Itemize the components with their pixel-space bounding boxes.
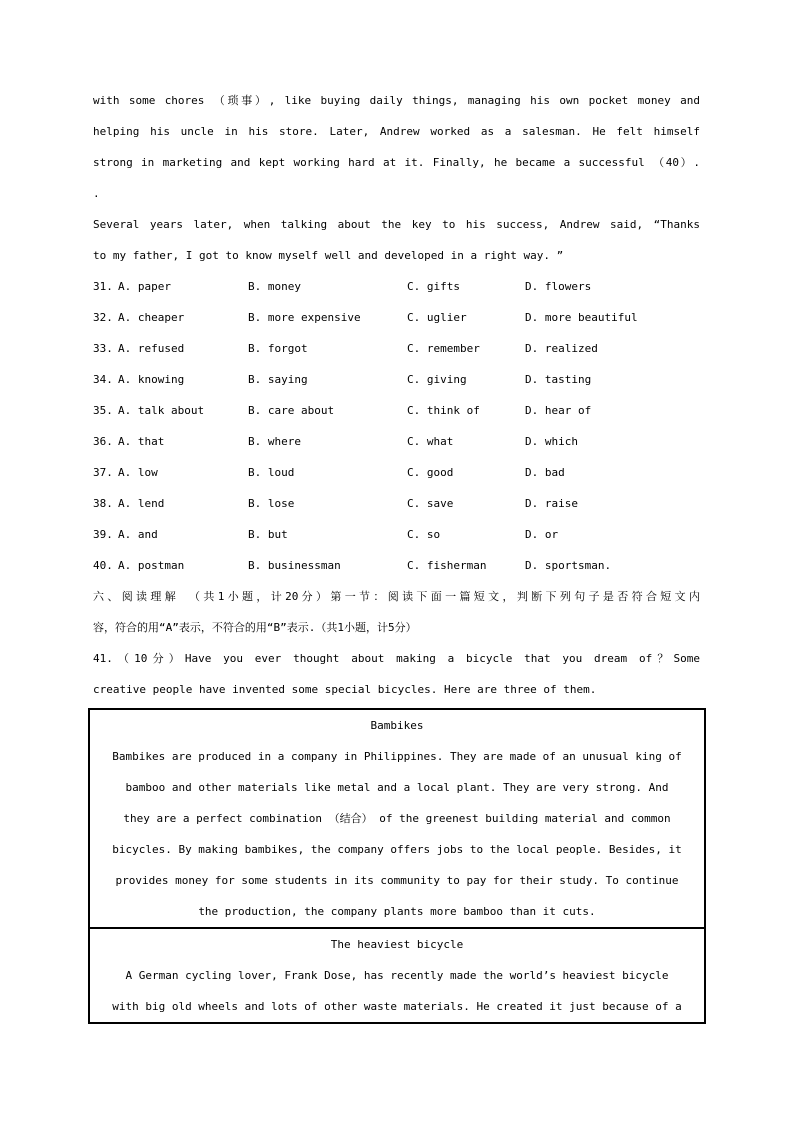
text-line: 六、阅读理解 （共1小题，计20分）第一节：阅读下面一篇短文，判断下列句子是否符合短文内 — [93, 590, 700, 603]
question-number: 32. — [93, 311, 113, 324]
passage-title: The heaviest bicycle — [330, 938, 464, 951]
option-b: B. businessman — [248, 559, 341, 572]
question-number: 40. — [93, 559, 113, 572]
option-a: A. that — [118, 435, 165, 448]
text-line: bicycles. By making bambikes, the company offers jobs to the local people. Besides, it — [112, 843, 682, 856]
option-b: B. saying — [248, 373, 308, 386]
option-d: D. tasting — [525, 373, 592, 386]
option-b: B. forgot — [248, 342, 308, 355]
heaviest-bicycle-box — [90, 929, 704, 1022]
option-d: D. hear of — [525, 404, 592, 417]
option-c: C. giving — [407, 373, 467, 386]
option-a: A. lend — [118, 497, 165, 510]
text-line: with some chores （琐事）, like buying daily things, managing his own pocket money and — [93, 94, 700, 107]
question-row — [93, 426, 700, 457]
option-d: D. which — [525, 435, 578, 448]
question-number: 38. — [93, 497, 113, 510]
question-row — [93, 519, 700, 550]
question-row — [93, 395, 700, 426]
text-line: bamboo and other materials like metal and a local plant. They are very strong. And — [125, 781, 669, 794]
text-line: 容，符合的用“A”表示，不符合的用“B”表示.（共1小题，计5分） — [93, 621, 417, 634]
option-c: C. uglier — [407, 311, 467, 324]
reading-section-header — [93, 581, 700, 643]
option-c: C. so — [407, 528, 441, 541]
option-d: D. realized — [525, 342, 598, 355]
option-d: D. sportsman. — [525, 559, 612, 572]
option-a: A. low — [118, 466, 158, 479]
option-b: B. where — [248, 435, 301, 448]
text-line: the production, the company plants more bamboo than it cuts. — [198, 905, 596, 918]
text-line: Several years later, when talking about the key to his success, Andrew said, “Thanks — [93, 218, 700, 231]
bambikes-paragraph — [92, 741, 702, 927]
option-d: D. bad — [525, 466, 565, 479]
reading-passage-table — [88, 708, 706, 1024]
option-c: C. what — [407, 435, 454, 448]
option-d: D. or — [525, 528, 559, 541]
question-row — [93, 457, 700, 488]
text-line: . — [93, 187, 100, 200]
option-b: B. lose — [248, 497, 295, 510]
option-d: D. more beautiful — [525, 311, 638, 324]
text-line: to my father, I got to know myself well and developed in a right way. ” — [93, 249, 564, 262]
question-number: 39. — [93, 528, 113, 541]
question-row — [93, 364, 700, 395]
question-number: 33. — [93, 342, 113, 355]
text-line: strong in marketing and kept working hard at it. Finally, he became a successful （40）. — [93, 156, 700, 169]
text-line: with big old wheels and lots of other waste materials. He created it just because of a — [112, 1000, 682, 1013]
question-row — [93, 488, 700, 519]
text-line: 41.（10分）Have you ever thought about making a bicycle that you dream of？Some — [93, 652, 700, 665]
option-a: A. cheaper — [118, 311, 185, 324]
option-b: B. loud — [248, 466, 295, 479]
question-number: 36. — [93, 435, 113, 448]
text-line: A German cycling lover, Frank Dose, has recently made the world’s heaviest bicycle — [125, 969, 669, 982]
text-line: they are a perfect combination （结合） of the greenest building material and common — [123, 812, 671, 825]
page-content — [93, 85, 700, 705]
text-line: helping his uncle in his store. Later, Andrew worked as a salesman. He felt himself — [93, 125, 700, 138]
question-row — [93, 271, 700, 302]
bambikes-box — [90, 710, 704, 929]
option-c: C. good — [407, 466, 454, 479]
question-41-intro — [93, 643, 700, 705]
cloze-paragraph-2 — [93, 209, 700, 271]
question-number: 31. — [93, 280, 113, 293]
text-line: creative people have invented some special bicycles. Here are three of them. — [93, 683, 597, 696]
option-d: D. raise — [525, 497, 578, 510]
option-a: A. paper — [118, 280, 171, 293]
question-row — [93, 550, 700, 581]
option-d: D. flowers — [525, 280, 592, 293]
option-a: A. postman — [118, 559, 185, 572]
cloze-options-list — [93, 271, 700, 581]
text-line: Bambikes are produced in a company in Philippines. They are made of an unusual king of — [112, 750, 682, 763]
option-a: A. refused — [118, 342, 185, 355]
question-number: 35. — [93, 404, 113, 417]
question-row — [93, 302, 700, 333]
option-b: B. more expensive — [248, 311, 361, 324]
option-a: A. knowing — [118, 373, 185, 386]
question-number: 34. — [93, 373, 113, 386]
option-a: A. and — [118, 528, 158, 541]
heaviest-bicycle-paragraph — [92, 960, 702, 1022]
option-a: A. talk about — [118, 404, 205, 417]
option-c: C. think of — [407, 404, 480, 417]
option-b: B. care about — [248, 404, 335, 417]
option-c: C. remember — [407, 342, 480, 355]
option-b: B. but — [248, 528, 288, 541]
option-c: C. gifts — [407, 280, 460, 293]
option-c: C. fisherman — [407, 559, 487, 572]
question-number: 37. — [93, 466, 113, 479]
text-line: provides money for some students in its community to pay for their study. To continue — [115, 874, 679, 887]
option-c: C. save — [407, 497, 454, 510]
question-row — [93, 333, 700, 364]
cloze-paragraph-1 — [93, 85, 700, 209]
option-b: B. money — [248, 280, 301, 293]
passage-title: Bambikes — [370, 719, 424, 732]
